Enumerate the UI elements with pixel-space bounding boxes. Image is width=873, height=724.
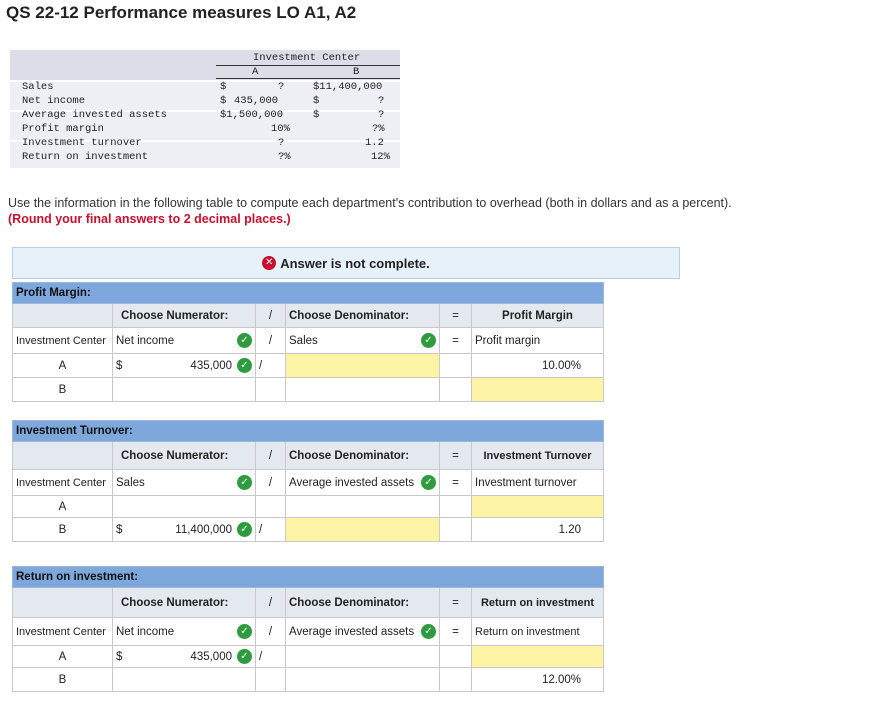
equals-sign: = [440, 470, 472, 496]
given-a-value: ? [278, 137, 285, 149]
a-result-input[interactable] [472, 496, 604, 518]
numerator-select[interactable] [113, 618, 256, 646]
section-header: Profit Margin: [12, 282, 604, 304]
given-col-a: A [252, 66, 259, 78]
numerator-value: Sales [116, 476, 145, 489]
row-label-investment-center: Investment Center [12, 618, 113, 646]
instruction-text: Use the information in the following table to compute each department's contribution to overhead (both in dollars and as a percent). [8, 196, 732, 210]
given-b-value: ? [378, 109, 385, 121]
given-a-value: ? [278, 81, 285, 93]
result-header: Profit Margin [472, 304, 604, 328]
given-b-value: $11,400,000 [313, 81, 383, 93]
given-a-value: $1,500,000 [220, 109, 284, 121]
b-denominator-cell [286, 378, 440, 402]
given-b-symbol: $ [313, 109, 320, 121]
given-a-value: ?% [278, 151, 291, 163]
dollar-sign: $ [116, 359, 123, 372]
numerator-header: Choose Numerator: [113, 588, 256, 618]
b-result-input[interactable] [472, 378, 604, 402]
given-a-value: 435,000 [234, 95, 279, 107]
status-banner [12, 247, 680, 279]
b-result-value: 1.20 [472, 518, 604, 542]
numerator-select[interactable] [113, 470, 256, 496]
section-header: Investment Turnover: [12, 420, 604, 442]
result-label: Return on investment [472, 618, 604, 646]
a-result-value: 10.00% [472, 354, 604, 378]
row-label-a: A [12, 496, 113, 518]
divide-sign: / [256, 518, 286, 542]
given-b-symbol: $ [313, 95, 320, 107]
denominator-select[interactable] [286, 470, 440, 496]
given-label: Net income [22, 95, 86, 107]
check-icon: ✓ [421, 333, 436, 348]
status-text: Answer is not complete. [280, 255, 430, 271]
given-label: Average invested assets [22, 109, 167, 121]
given-label: Investment turnover [22, 137, 142, 149]
check-icon: ✓ [237, 358, 252, 373]
row-label-a: A [12, 646, 113, 668]
divide-sign: / [256, 304, 286, 328]
a-result-input[interactable] [472, 646, 604, 668]
equals-sign: = [440, 304, 472, 328]
divide-sign: / [256, 470, 286, 496]
numerator-header: Choose Numerator: [113, 304, 256, 328]
given-b-value: 12% [371, 151, 390, 163]
equals-sign: = [440, 328, 472, 354]
denominator-select[interactable] [286, 618, 440, 646]
numerator-value: Net income [116, 625, 175, 638]
denominator-header: Choose Denominator: [286, 588, 440, 618]
a-numerator-value: 435,000 [190, 359, 232, 372]
numerator-header: Choose Numerator: [113, 442, 256, 470]
a-numerator-input[interactable] [113, 646, 256, 668]
row-label-investment-center: Investment Center [12, 470, 113, 496]
given-label: Return on investment [22, 151, 149, 163]
given-b-value: ?% [372, 123, 385, 135]
given-label: Profit margin [22, 123, 104, 135]
given-b-value: ? [378, 95, 385, 107]
denominator-value: Average invested assets [289, 476, 415, 489]
check-icon: ✓ [237, 475, 252, 490]
denominator-header: Choose Denominator: [286, 304, 440, 328]
result-label: Investment turnover [472, 470, 604, 496]
b-numerator-cell [113, 378, 256, 402]
a-denominator-input[interactable] [286, 354, 440, 378]
equals-sign: = [440, 442, 472, 470]
divide-sign: / [256, 354, 286, 378]
divide-sign: / [256, 328, 286, 354]
numerator-select[interactable] [113, 328, 256, 354]
b-result-value: 12.00% [472, 668, 604, 692]
rounding-instruction: (Round your final answers to 2 decimal places.) [8, 212, 291, 226]
divide-sign: / [256, 442, 286, 470]
row-label-b: B [12, 378, 113, 402]
denominator-select[interactable] [286, 328, 440, 354]
divide-sign: / [256, 646, 286, 668]
check-icon: ✓ [421, 624, 436, 639]
b-numerator-value: 11,400,000 [175, 523, 232, 536]
profit-margin-section [12, 282, 604, 400]
row-label-b: B [12, 668, 113, 692]
investment-turnover-section [12, 420, 604, 542]
given-a-value: 10% [271, 123, 290, 135]
result-header: Return on investment [472, 588, 604, 618]
roi-section [12, 566, 604, 688]
b-denominator-input[interactable] [286, 518, 440, 542]
divide-sign: / [256, 588, 286, 618]
check-icon: ✓ [237, 522, 252, 537]
result-label: Profit margin [472, 328, 604, 354]
b-numerator-input[interactable] [113, 518, 256, 542]
page-title: QS 22-12 Performance measures LO A1, A2 [6, 3, 357, 22]
row-label-a: A [12, 354, 113, 378]
dollar-sign: $ [116, 650, 123, 663]
check-icon: ✓ [237, 624, 252, 639]
result-header: Investment Turnover [472, 442, 604, 470]
given-data-table [10, 50, 400, 168]
given-col-b: B [353, 66, 360, 78]
check-icon: ✓ [237, 333, 252, 348]
numerator-value: Net income [116, 334, 175, 347]
equals-sign: = [440, 618, 472, 646]
given-label: Sales [22, 81, 54, 93]
given-header: Investment Center [253, 52, 361, 64]
a-numerator-input[interactable] [113, 354, 256, 378]
a-numerator-value: 435,000 [190, 650, 232, 663]
error-icon: ✕ [262, 256, 276, 270]
given-a-symbol: $ [220, 81, 227, 93]
row-label-investment-center: Investment Center [12, 328, 113, 354]
denominator-value: Sales [289, 334, 318, 347]
given-b-value: 1.2 [365, 137, 384, 149]
divide-sign: / [256, 618, 286, 646]
check-icon: ✓ [237, 649, 252, 664]
given-a-symbol: $ [220, 95, 227, 107]
dollar-sign: $ [116, 523, 123, 536]
section-header: Return on investment: [12, 566, 604, 588]
denominator-value: Average invested assets [289, 625, 415, 638]
equals-sign: = [440, 588, 472, 618]
denominator-header: Choose Denominator: [286, 442, 440, 470]
row-label-b: B [12, 518, 113, 542]
check-icon: ✓ [421, 475, 436, 490]
